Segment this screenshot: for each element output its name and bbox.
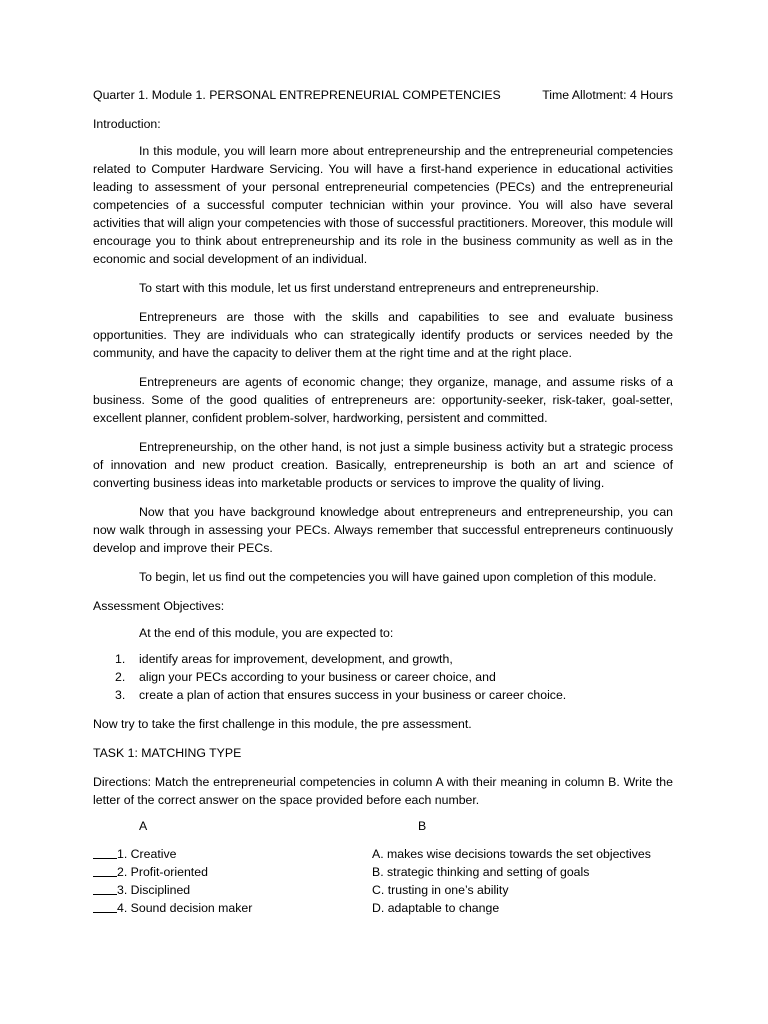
column-headers [93,817,673,835]
meaning-item: B. strategic thinking and setting of goals [372,865,590,879]
meaning-item: A. makes wise decisions towards the set objectives [372,847,651,861]
matching-row [93,845,673,863]
answer-blank[interactable] [93,899,117,913]
list-item [93,650,673,668]
column-b-header: B [418,819,427,833]
competency-item: 4. Sound decision maker [117,901,253,915]
list-text: create a plan of action that ensures success in your business or career choice. [139,688,567,702]
list-text: identify areas for improvement, development, and growth, [139,652,453,666]
matching-row [93,899,673,917]
start-paragraph: To start with this module, let us first understand entrepreneurs and entrepreneurship. [139,281,600,295]
answer-blank[interactable] [93,845,117,859]
module-title: Quarter 1. Module 1. PERSONAL ENTREPRENEURIAL COMPETENCIES [93,88,501,102]
task-directions: Directions: Match the entrepreneurial competencies in column A with their meaning in column B. Write the letter of the correct answer on the space provided before each number. [93,775,673,807]
intro-heading: Introduction: [93,117,161,131]
entrepreneurship-paragraph: Entrepreneurship, on the other hand, is not just a simple business activity but a strategic process of innovation and new product creation. Basically, entrepreneurship is both an art and science of converting business ideas into marketable products or services to improve the quality of living. [93,440,673,490]
objectives-heading: Assessment Objectives: [93,599,225,613]
task-title: TASK 1: MATCHING TYPE [93,746,242,760]
meaning-item: D. adaptable to change [372,901,500,915]
competency-item: 2. Profit-oriented [117,865,208,879]
competency-item: 1. Creative [117,847,177,861]
document-page [93,86,673,917]
list-item [93,668,673,686]
matching-row [93,863,673,881]
time-allotment: Time Allotment: 4 Hours [542,88,673,102]
intro-paragraph: In this module, you will learn more about entrepreneurship and the entrepreneurial competencies related to Computer Hardware Servicing. You will have a first-hand experience in educational activities leading to assessment of your personal entrepreneurial competencies (PECs) and the entrepreneurial competencies of a successful computer technician within your province. You will also have several activities that will align your competencies with those of successful practitioners. Moreover, this module will encourage you to think about entrepreneurship and its role in the business community as well as in the economic and social development of an individual. [93,144,673,266]
background-paragraph: Now that you have background knowledge about entrepreneurs and entrepreneurship, you can now walk through in assessing your PECs. Always remember that successful entrepreneurs continuously develop and improve their PECs. [93,505,673,555]
competency-item: 3. Disciplined [117,883,191,897]
module-header [93,86,673,104]
entrepreneurs-paragraph: Entrepreneurs are those with the skills and capabilities to see and evaluate business opportunities. They are individuals who can strategically identify products or services needed by the community, and have the capacity to deliver them at the right time and at the right place. [93,310,673,360]
list-number: 3. [115,688,126,702]
list-item [93,686,673,704]
matching-table [93,845,673,917]
list-number: 1. [115,652,126,666]
objectives-lead: At the end of this module, you are expected to: [139,626,394,640]
agents-paragraph: Entrepreneurs are agents of economic change; they organize, manage, and assume risks of a business. Some of the good qualities of entrepreneurs are: opportunity-seeker, risk-taker, goal-setter, excellent planner, confident problem-solver, hardworking, persistent and committed. [93,375,673,425]
answer-blank[interactable] [93,881,117,895]
column-a-header: A [139,819,148,833]
list-number: 2. [115,670,126,684]
list-text: align your PECs according to your business or career choice, and [139,670,496,684]
answer-blank[interactable] [93,863,117,877]
matching-row [93,881,673,899]
objectives-list [93,650,673,704]
meaning-item: C. trusting in one’s ability [372,883,509,897]
begin-paragraph: To begin, let us find out the competencies you will have gained upon completion of this module. [139,570,657,584]
pre-assessment-note: Now try to take the first challenge in this module, the pre assessment. [93,717,472,731]
